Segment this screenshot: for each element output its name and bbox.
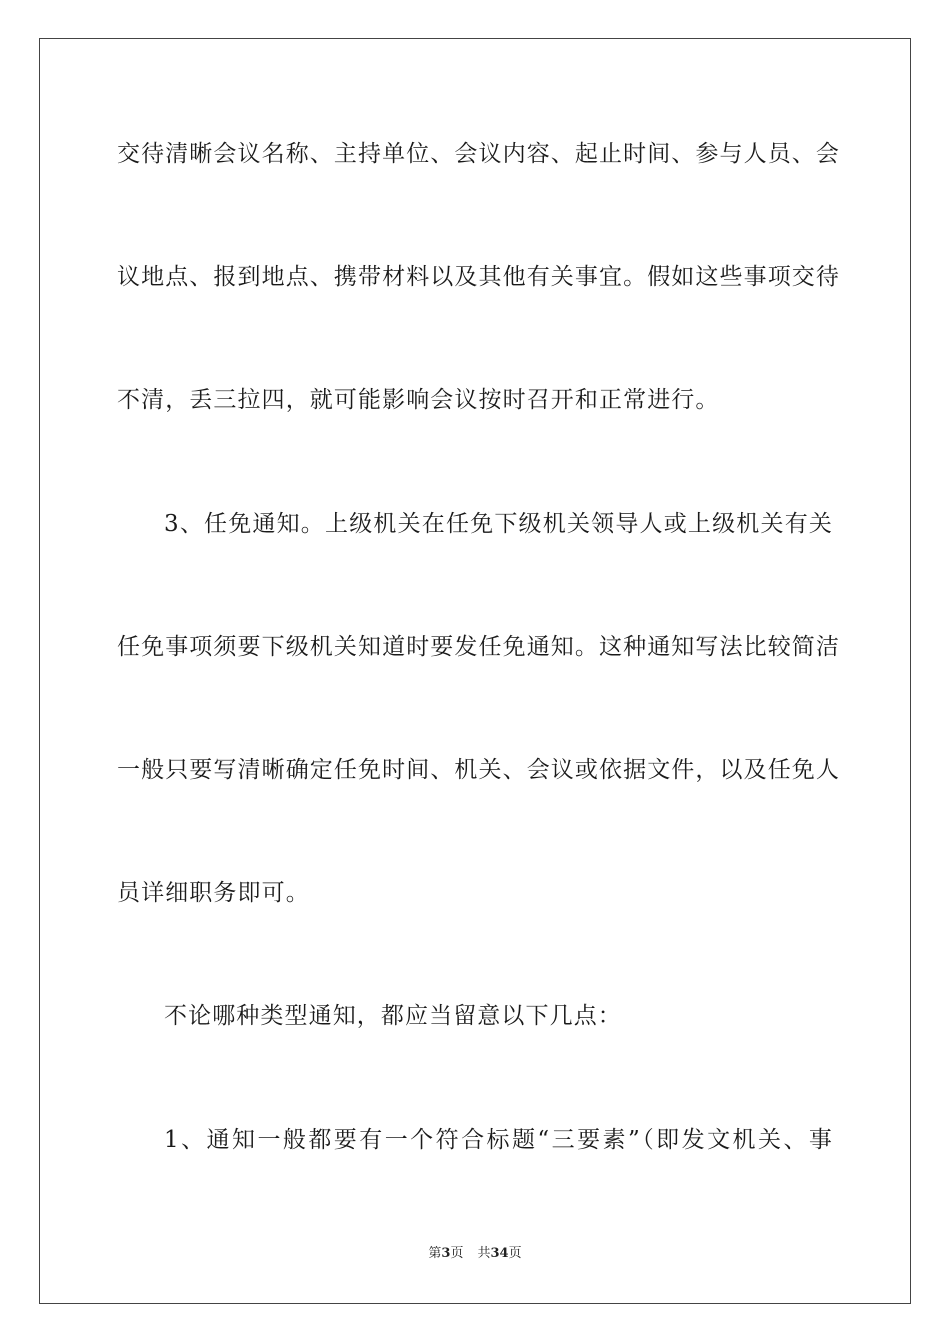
footer-total-pages: 34 — [490, 1246, 509, 1261]
body-line-4: 3、任免通知。上级机关在任免下级机关领导人或上级机关有关 — [164, 511, 833, 537]
footer-page-suffix: 页 — [450, 1246, 464, 1261]
footer-total-suffix: 页 — [508, 1246, 522, 1261]
footer-page-prefix: 第 — [428, 1246, 442, 1261]
page-border — [39, 38, 911, 1304]
body-line-5: 任免事项须要下级机关知道时要发任免通知。这种通知写法比较简洁 — [117, 634, 840, 660]
footer-total-prefix: 共 — [477, 1246, 491, 1261]
body-line-7: 员详细职务即可。 — [117, 880, 310, 906]
body-line-6: 一般只要写清晰确定任免时间、机关、会议或依据文件，以及任免人 — [117, 757, 840, 783]
body-line-9: 1、通知一般都要有一个符合标题“三要素”（即发文机关、事 — [164, 1127, 833, 1153]
footer-page-number: 3 — [441, 1246, 451, 1261]
body-line-8: 不论哪种类型通知，都应当留意以下几点： — [164, 1003, 622, 1029]
body-line-1: 交待清晰会议名称、主持单位、会议内容、起止时间、参与人员、会 — [117, 141, 840, 167]
body-line-3: 不清，丢三拉四，就可能影响会议按时召开和正常进行。 — [117, 387, 720, 413]
body-line-2: 议地点、报到地点、携带材料以及其他有关事宜。假如这些事项交待 — [117, 264, 840, 290]
page-footer — [0, 1246, 950, 1262]
